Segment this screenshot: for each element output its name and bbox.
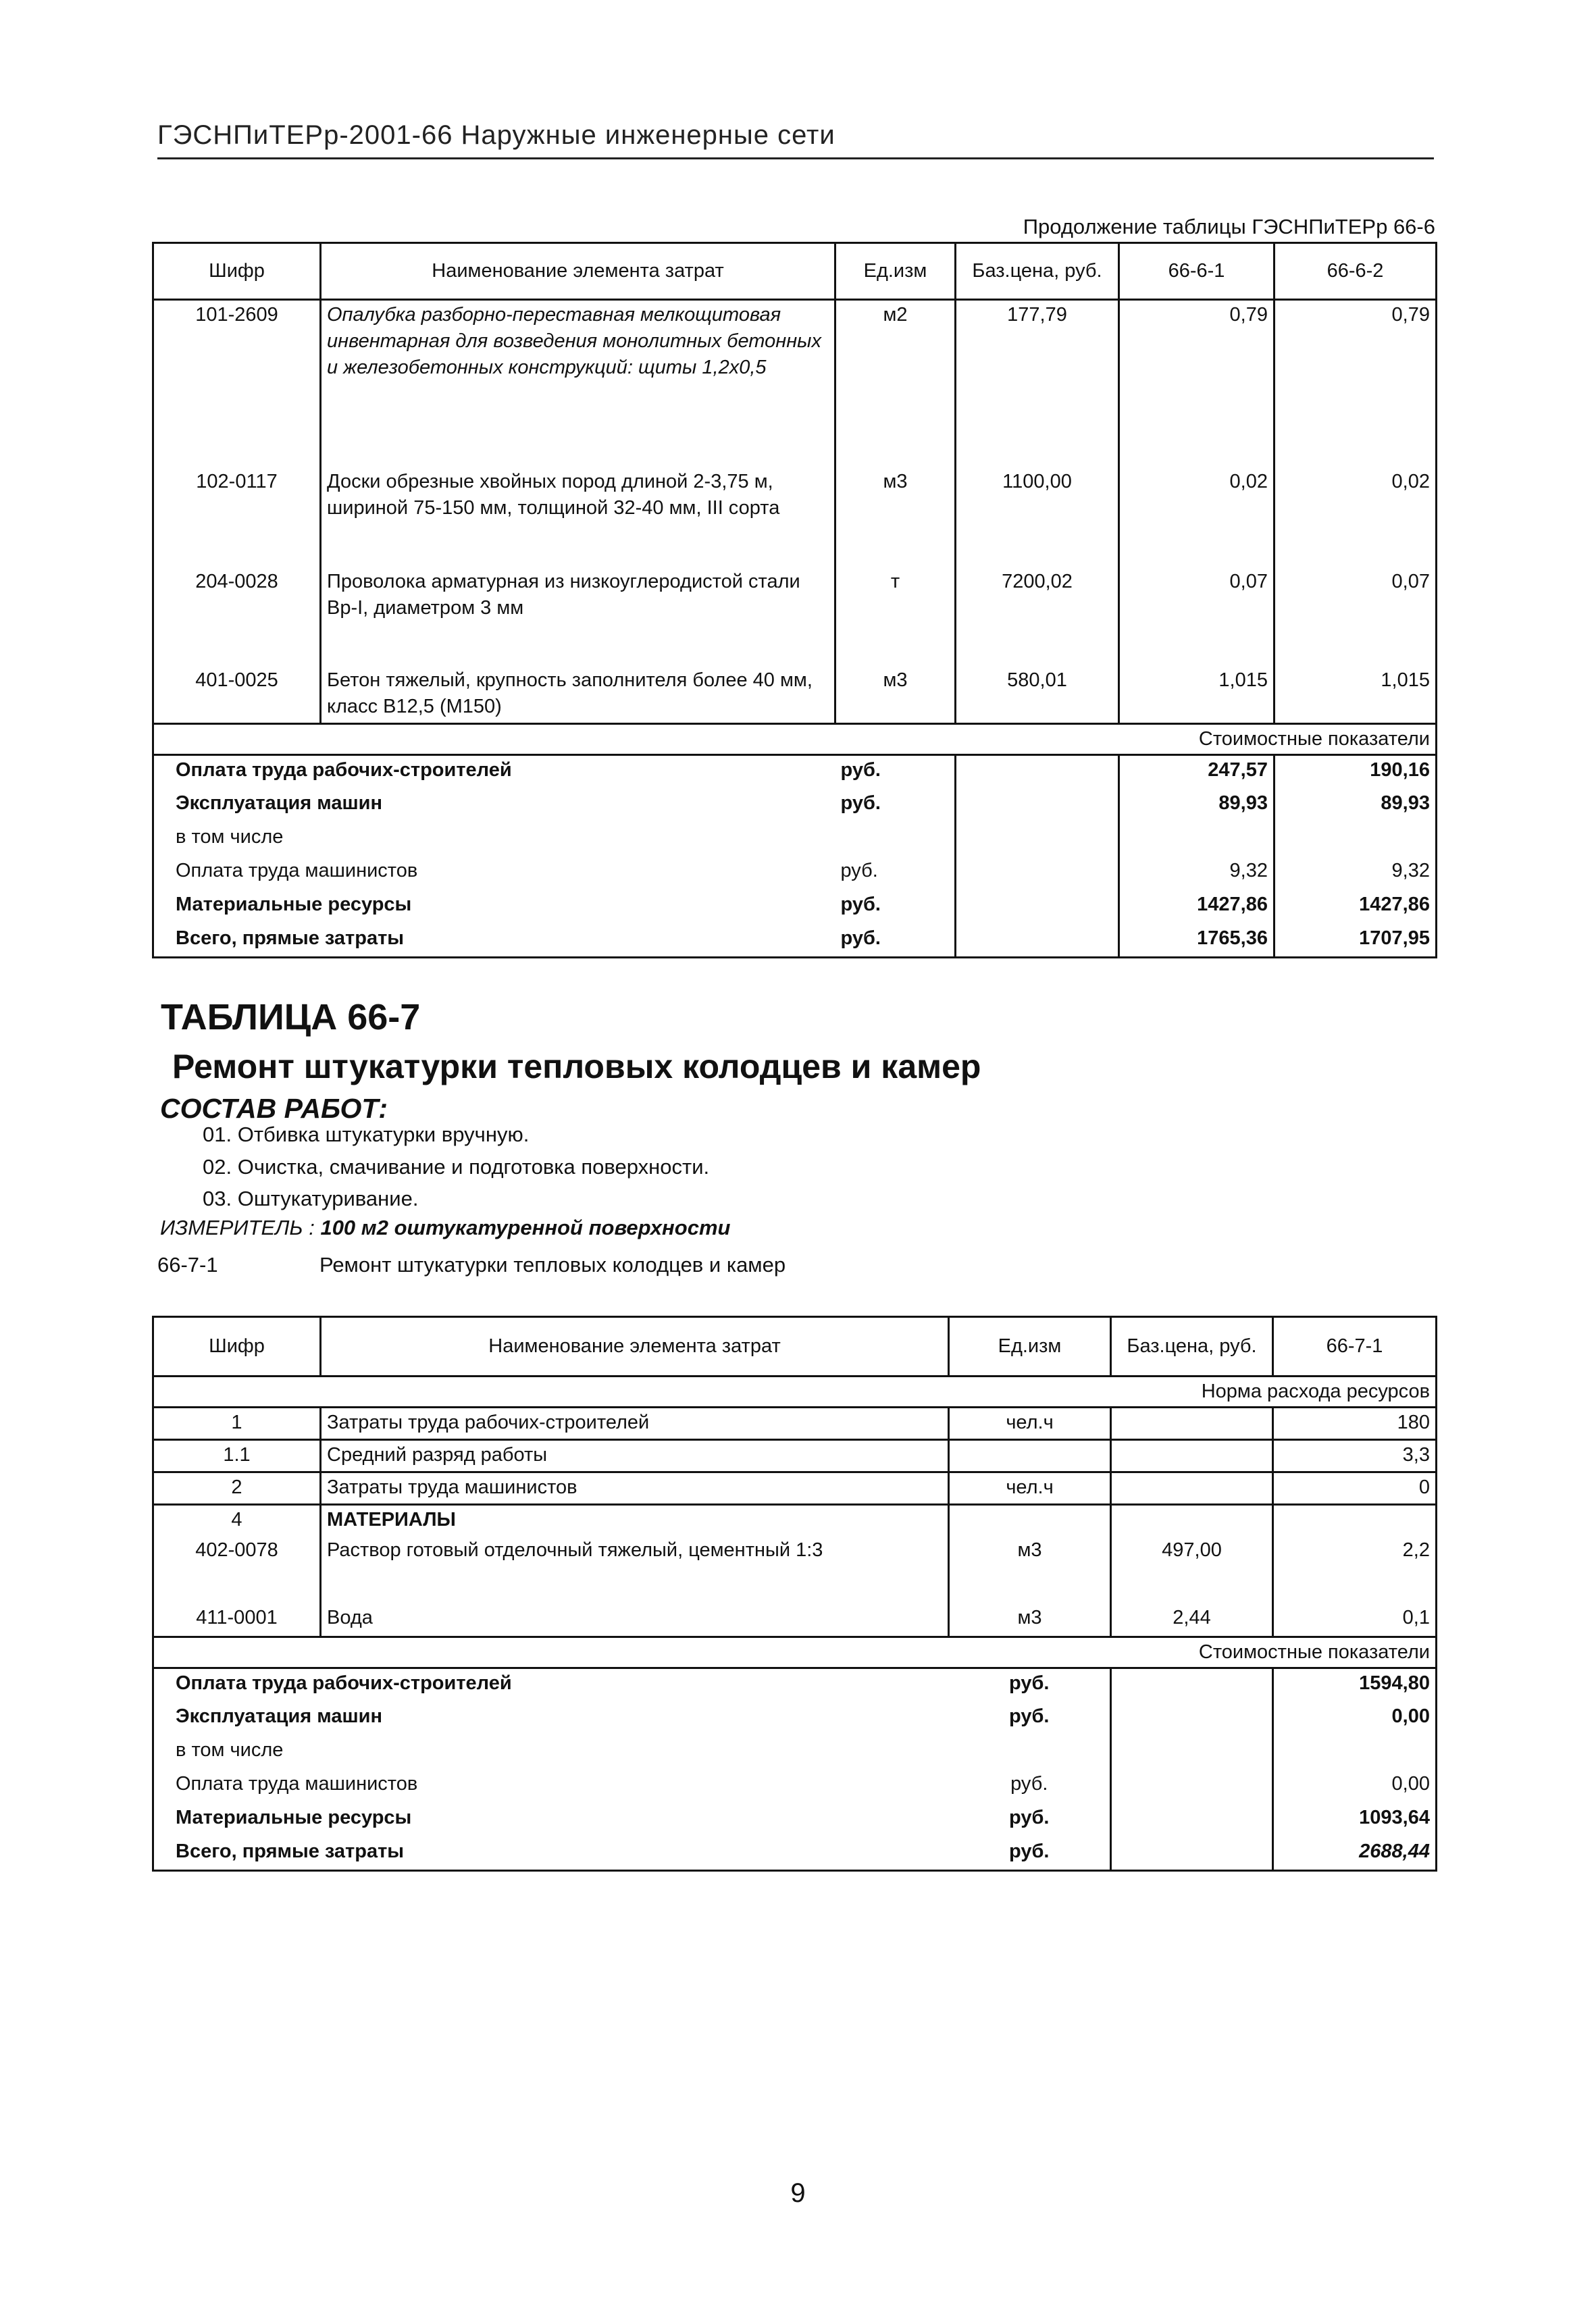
row-value-2: 1,015 [1275, 666, 1437, 724]
cost-label: Оплата труда рабочих-строителей [153, 755, 835, 789]
row-unit [949, 1440, 1111, 1472]
cost-row [153, 789, 1437, 823]
cost-value: 0,00 [1273, 1770, 1437, 1803]
cost-unit: руб. [1009, 1705, 1050, 1727]
row-price: 7200,02 [956, 567, 1119, 666]
row-name: Бетон тяжелый, крупность заполнителя более 40 мм, класс В12,5 (М150) [321, 666, 835, 724]
cost-row [153, 1837, 1437, 1871]
work-item: 03. Оштукатуривание. [203, 1187, 419, 1210]
table-row [153, 1603, 1437, 1637]
row-name: Доски обрезные хвойных пород длиной 2-3,75 м, шириной 75-150 мм, толщиной 32-40 мм, III сорта [321, 467, 835, 567]
row-price: 1100,00 [956, 467, 1119, 567]
row-name: Вода [321, 1603, 949, 1637]
norm-code: 66-7-1 [157, 1253, 218, 1277]
cost-value: 2688,44 [1273, 1837, 1437, 1871]
row-code: 204-0028 [153, 567, 321, 666]
table-header-row [153, 1317, 1437, 1377]
row-value-2: 0,02 [1275, 467, 1437, 567]
table-row [153, 300, 1437, 467]
cost-row [153, 823, 1437, 856]
row-unit: м3 [835, 666, 956, 724]
col-header-66-7-1: 66-7-1 [1273, 1317, 1437, 1377]
work-item: 01. Отбивка штукатурки вручную. [203, 1123, 530, 1146]
cost-label: в том числе [153, 823, 835, 856]
cost-value-1: 1765,36 [1119, 924, 1275, 958]
cost-unit: руб. [1010, 1772, 1048, 1795]
row-price [1111, 1408, 1273, 1440]
cost-row [153, 924, 1437, 958]
cost-value: 1594,80 [1273, 1668, 1437, 1702]
cost-value-2: 190,16 [1275, 755, 1437, 789]
cost-row [153, 1702, 1437, 1736]
document-header: ГЭСНПиТЕРр-2001-66 Наружные инженерные сети [157, 120, 835, 150]
table-title: ТАБЛИЦА 66-7 [161, 997, 421, 1037]
meter-line [160, 1216, 730, 1240]
cost-label: Материальные ресурсы [153, 890, 835, 924]
cost-unit: руб. [840, 759, 881, 781]
row-value: 0 [1273, 1472, 1437, 1505]
col-header-name: Наименование элемента затрат [321, 243, 835, 300]
row-code: 402-0078 [153, 1536, 321, 1603]
row-price: 2,44 [1111, 1603, 1273, 1637]
cost-row [153, 1736, 1437, 1770]
table-header-row [153, 243, 1437, 300]
row-price [1111, 1472, 1273, 1505]
cost-row [153, 1803, 1437, 1837]
cost-label: Оплата труда машинистов [153, 1770, 949, 1803]
cost-label: Всего, прямые затраты [153, 924, 835, 958]
work-item: 02. Очистка, смачивание и подготовка поверхности. [203, 1155, 710, 1179]
cost-label: Оплата труда машинистов [153, 856, 835, 890]
cost-heading: Стоимостные показатели [153, 724, 1437, 755]
row-value [1273, 1505, 1437, 1536]
table-row [153, 467, 1437, 567]
cost-row [153, 1668, 1437, 1702]
col-header-price: Баз.цена, руб. [956, 243, 1119, 300]
row-unit: м3 [949, 1536, 1111, 1603]
row-value-1: 0,02 [1119, 467, 1275, 567]
row-unit: м2 [835, 300, 956, 467]
norm-heading-row [153, 1377, 1437, 1408]
cost-unit: руб. [840, 893, 881, 915]
cost-value-1: 9,32 [1119, 856, 1275, 890]
cost-label: Материальные ресурсы [153, 1803, 949, 1837]
cost-heading: Стоимостные показатели [153, 1637, 1437, 1668]
row-value-1: 1,015 [1119, 666, 1275, 724]
cost-heading-row [153, 724, 1437, 755]
row-code: 2 [153, 1472, 321, 1505]
row-price [1111, 1440, 1273, 1472]
table-row [153, 1408, 1437, 1440]
work-composition-heading: СОСТАВ РАБОТ: [160, 1093, 388, 1124]
cost-row [153, 856, 1437, 890]
code-line [157, 1253, 786, 1277]
row-unit: т [835, 567, 956, 666]
row-name: Раствор готовый отделочный тяжелый, цементный 1:3 [321, 1536, 949, 1603]
row-unit: чел.ч [949, 1472, 1111, 1505]
col-header-code: Шифр [153, 1317, 321, 1377]
cost-label: Эксплуатация машин [153, 1702, 949, 1736]
continuation-caption: Продолжение таблицы ГЭСНПиТЕРр 66-6 [1023, 215, 1435, 238]
norm-heading: Норма расхода ресурсов [153, 1377, 1437, 1408]
row-code: 1.1 [153, 1440, 321, 1472]
cost-row [153, 755, 1437, 789]
cost-value: 0,00 [1273, 1702, 1437, 1736]
cost-row [153, 1770, 1437, 1803]
cost-label: Оплата труда рабочих-строителей [153, 1668, 949, 1702]
row-price [1111, 1505, 1273, 1536]
cost-unit: руб. [1009, 1672, 1050, 1695]
row-code: 102-0117 [153, 467, 321, 567]
table-row [153, 1505, 1437, 1536]
row-code: 401-0025 [153, 666, 321, 724]
cost-label: в том числе [153, 1736, 949, 1770]
row-value-1: 0,07 [1119, 567, 1275, 666]
cost-label: Эксплуатация машин [153, 789, 835, 823]
row-price: 177,79 [956, 300, 1119, 467]
row-code: 1 [153, 1408, 321, 1440]
row-price: 497,00 [1111, 1536, 1273, 1603]
cost-unit: руб. [835, 924, 956, 958]
row-name: Опалубка разборно-переставная мелкощитовая инвентарная для возведения монолитных бетонных и железобетонных конструкций: щиты 1,2х0,5 [321, 300, 835, 467]
row-value: 2,2 [1273, 1536, 1437, 1603]
row-unit: м3 [835, 467, 956, 567]
table-66-6 [152, 242, 1437, 958]
col-header-66-6-1: 66-6-1 [1119, 243, 1275, 300]
meter-label: ИЗМЕРИТЕЛЬ : [160, 1216, 315, 1239]
cost-value-1: 89,93 [1119, 789, 1275, 823]
col-header-code: Шифр [153, 243, 321, 300]
header-rule [157, 157, 1434, 159]
row-price: 580,01 [956, 666, 1119, 724]
col-header-66-6-2: 66-6-2 [1275, 243, 1437, 300]
table-row [153, 1536, 1437, 1603]
cost-value-2: 1427,86 [1275, 890, 1437, 924]
row-value: 3,3 [1273, 1440, 1437, 1472]
col-header-unit: Ед.изм [835, 243, 956, 300]
row-name: Затраты труда машинистов [321, 1472, 949, 1505]
col-header-price: Баз.цена, руб. [1111, 1317, 1273, 1377]
cost-value-2: 9,32 [1275, 856, 1437, 890]
row-unit: чел.ч [949, 1408, 1111, 1440]
row-value: 180 [1273, 1408, 1437, 1440]
cost-value-1: 247,57 [1119, 755, 1275, 789]
cost-unit: руб. [840, 859, 878, 881]
row-value-2: 0,07 [1275, 567, 1437, 666]
row-value: 0,1 [1273, 1603, 1437, 1637]
cost-heading-row [153, 1637, 1437, 1668]
table-row [153, 567, 1437, 666]
row-value-2: 0,79 [1275, 300, 1437, 467]
table-row [153, 1472, 1437, 1505]
cost-label: Всего, прямые затраты [153, 1837, 949, 1871]
col-header-name: Наименование элемента затрат [321, 1317, 949, 1377]
row-name: Затраты труда рабочих-строителей [321, 1408, 949, 1440]
cost-value-2: 89,93 [1275, 789, 1437, 823]
row-name: Средний разряд работы [321, 1440, 949, 1472]
table-66-7 [152, 1316, 1437, 1872]
row-value-1: 0,79 [1119, 300, 1275, 467]
row-code: 101-2609 [153, 300, 321, 467]
meter-value: 100 м2 оштукатуренной поверхности [320, 1216, 731, 1239]
cost-value: 1093,64 [1273, 1803, 1437, 1837]
row-unit: м3 [949, 1603, 1111, 1637]
row-unit [949, 1505, 1111, 1536]
page-number: 9 [790, 2178, 806, 2208]
cost-value-2: 1707,95 [1275, 924, 1437, 958]
cost-unit: руб. [1009, 1806, 1050, 1828]
norm-description: Ремонт штукатурки тепловых колодцев и камер [319, 1253, 786, 1277]
row-code: 4 [153, 1505, 321, 1536]
col-header-unit: Ед.изм [949, 1317, 1111, 1377]
row-code: 411-0001 [153, 1603, 321, 1637]
cost-unit: руб. [949, 1837, 1111, 1871]
cost-row [153, 890, 1437, 924]
row-name: МАТЕРИАЛЫ [321, 1505, 949, 1536]
row-name: Проволока арматурная из низкоуглеродистой стали Вр-I, диаметром 3 мм [321, 567, 835, 666]
cost-value-1: 1427,86 [1119, 890, 1275, 924]
table-row [153, 1440, 1437, 1472]
table-row [153, 666, 1437, 724]
table-subtitle: Ремонт штукатурки тепловых колодцев и камер [172, 1048, 981, 1085]
cost-unit: руб. [840, 792, 881, 814]
